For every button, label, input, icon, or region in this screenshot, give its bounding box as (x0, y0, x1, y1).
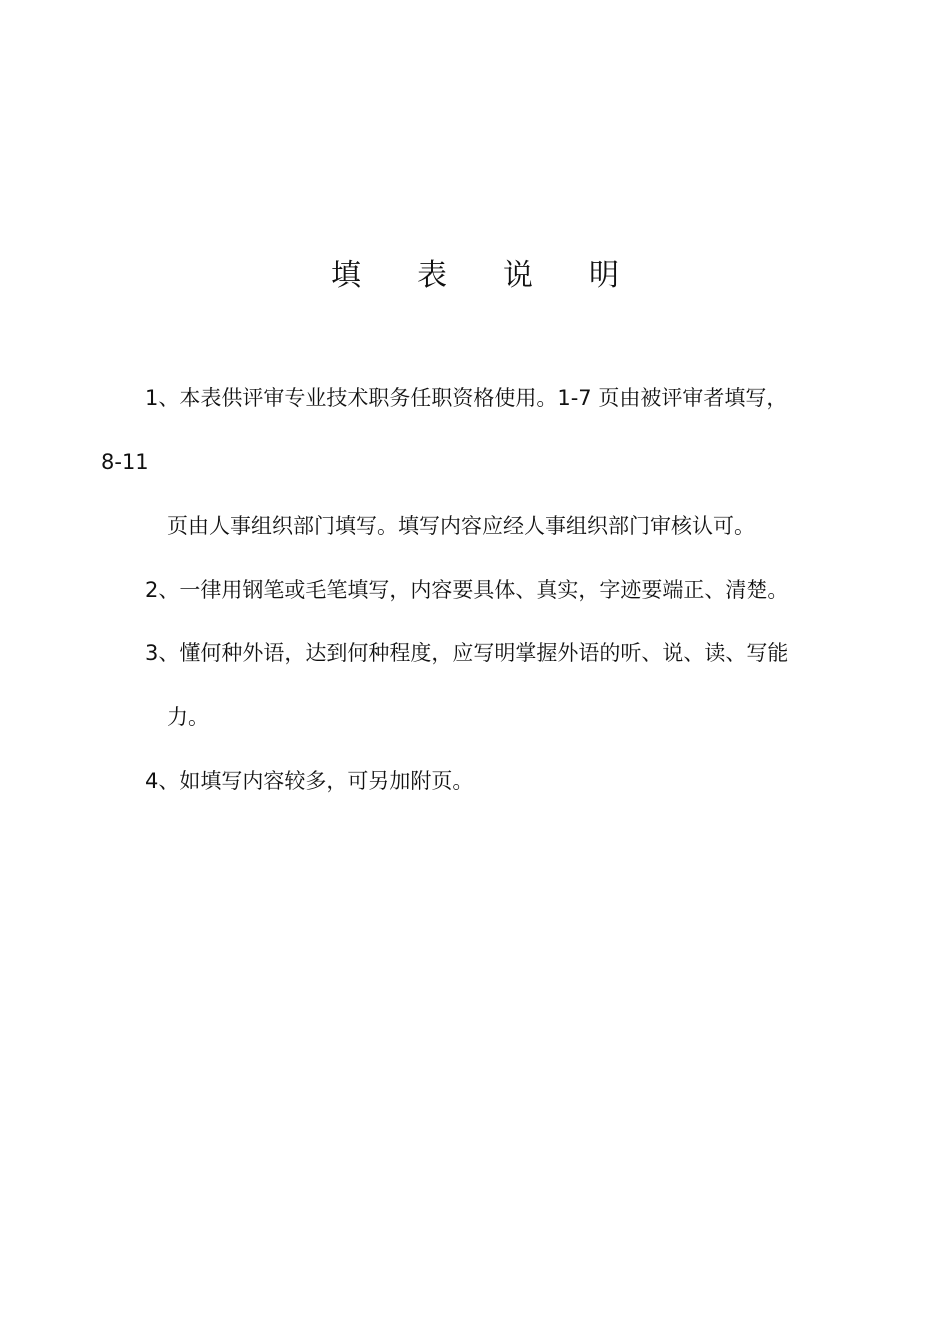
instruction-1-line-2: 8-11 (101, 450, 149, 474)
page-title (0, 256, 950, 296)
instruction-1-line-3: 页由人事组织部门填写。填写内容应经人事组织部门审核认可。 (167, 514, 755, 538)
title-char-4: 明 (589, 258, 619, 293)
instruction-3-line-1: 3、懂何种外语，达到何种程度，应写明掌握外语的听、说、读、写能 (145, 641, 789, 665)
instruction-3-line-2: 力。 (167, 705, 209, 729)
instruction-1-line-1: 1、本表供评审专业技术职务任职资格使用。1-7 页由被评审者填写， (145, 386, 788, 410)
title-char-2: 表 (417, 258, 447, 293)
instruction-2: 2、一律用钢笔或毛笔填写，内容要具体、真实，字迹要端正、清楚。 (145, 578, 789, 602)
instruction-4: 4、如填写内容较多，可另加附页。 (145, 769, 474, 793)
title-char-1: 填 (331, 258, 361, 293)
title-char-3: 说 (503, 258, 533, 293)
